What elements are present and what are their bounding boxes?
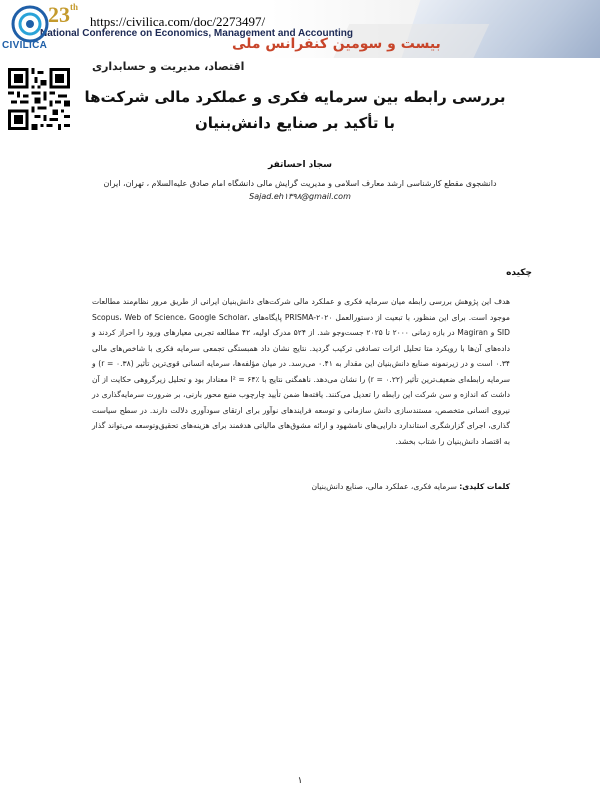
author-email: Sajad.eh۱۳۹۸@gmail.com bbox=[249, 192, 351, 201]
paper-title: بررسی رابطه بین سرمایه فکری و عملکرد مالی شرکت‌ها با تأکید بر صنایع دانش‌بنیان bbox=[84, 88, 506, 132]
conference-name-fa: بیست و سومین کنفرانس ملی bbox=[232, 36, 441, 52]
keywords-line bbox=[92, 482, 510, 491]
abstract-heading: چکیده bbox=[506, 268, 532, 278]
conference-name-en: National Conference on Economics, Management and Accounting bbox=[40, 28, 354, 39]
keywords-label: کلمات کلیدی: bbox=[459, 482, 510, 491]
conference-number: 23th bbox=[48, 1, 79, 27]
conference-banner bbox=[0, 0, 600, 58]
logo-text: CIVILICA bbox=[2, 40, 48, 51]
qr-code-icon[interactable] bbox=[8, 68, 70, 130]
author-affiliation: دانشجوی مقطع کارشناسی ارشد معارف اسلامی و مدیریت گرایش مالی دانشگاه امام صادق علیه‌السلام ، تهران، ایران bbox=[103, 179, 497, 188]
page-number: ۱ bbox=[297, 776, 303, 786]
conference-subtitle-fa: اقتصاد، مدیریت و حسابداری bbox=[92, 60, 245, 73]
author-name: سجاد احساتفر bbox=[267, 160, 333, 170]
document-url-link[interactable]: https://civilica.com/doc/2273497/ bbox=[90, 14, 266, 29]
keywords-value: سرمایه فکری، عملکرد مالی، صنایع دانش‌بنیان bbox=[311, 482, 457, 491]
abstract-text: هدف این پژوهش بررسی رابطه میان سرمایه فکری و عملکرد مالی شرکت‌های دانش‌بنیان ایرانی از طریق مرور نظام‌مند مطالعات موجود است. برای این منظور، با تبعیت از دستورالعمل PRISMA-۲۰۲۰ پایگاه‌های Scopus، Web of Science، Google Scholar، SID و Magiran در بازه زمانی ۲۰۰۰ تا ۲۰۲۵ جست‌وجو شد. از ۵۲۴ مدرک اولیه، ۴۲ مطالعه تجربی معیارهای ورود را احراز کردند و داده‌های آن‌ها با رویکرد متا تحلیل اثرات تصادفی ترکیب گردید. نتایج نشان داد همبستگی تجمعی سرمایه فکری با شاخص‌های مالی ۰.۳۴ است و در زیرنمونه صنایع دانش‌بنیان این مقدار به ۰.۴۱ می‌رسد. در میان مؤلفه‌ها، سرمایه انسانی قوی‌ترین تأثیر (r = ۰.۳۸) و سرمایه رابطه‌ای ضعیف‌ترین تأثیر (r = ۰.۲۲) را نشان می‌دهد. ناهمگنی نتایج با I² = ۶۴٪ معنادار بود و تحلیل زیرگروهی حکایت از آن داشت که اندازه و سن شرکت این رابطه را تعدیل می‌کنند. یافته‌ها ضمن تأیید چارچوب منبع محور بارنی، بر ضرورت سرمایه‌گذاری در نیروی انسانی متخصص، مستندسازی دانش سازمانی و توسعه فرایندهای نوآور برای ارتقای سودآوری دلالت دارند. در سطح سیاست گذاری، اجرای گزارشگری استاندارد دارایی‌های نامشهود و ارائه مشوق‌های مالیاتی هدفمند برای هزینه‌های تحقیق‌وتوسعه می‌تواند گذار به اقتصاد دانش‌بنیان را شتاب بخشد. bbox=[92, 297, 511, 446]
